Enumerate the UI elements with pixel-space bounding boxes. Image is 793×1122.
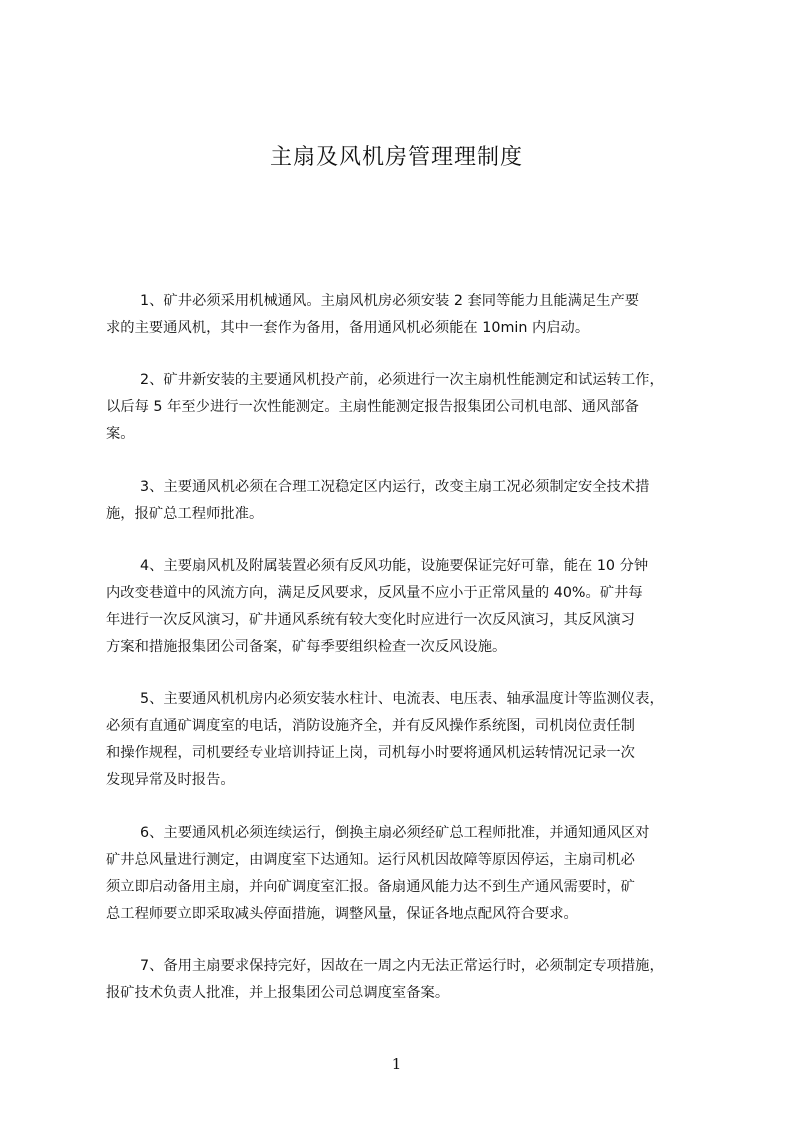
document-title: 主扇及风机房管理理制度 <box>269 145 523 170</box>
paragraph-5-line-3: 和操作规程，司机要经专业培训持证上岗，司机每小时要将通风机运转情况记录一次 <box>106 745 635 761</box>
page-number: 1 <box>391 1055 402 1073</box>
paragraph-2-line-3: 案。 <box>106 426 135 442</box>
paragraph-2-line-2: 以后每 5 年至少进行一次性能测定。主扇性能测定报告报集团公司机电部、通风部备 <box>106 399 639 415</box>
paragraph-1-line-2: 求的主要通风机，其中一套作为备用，备用通风机必须能在 10min 内启动。 <box>106 320 590 336</box>
paragraph-3-line-1: 3、主要通风机必须在合理工况稳定区内运行，改变主扇工况必须制定安全技术措 <box>140 479 650 495</box>
paragraph-4-line-4: 方案和措施报集团公司备案，矿每季要组织检查一次反风设施。 <box>106 639 507 655</box>
paragraph-5-line-4: 发现异常及时报告。 <box>106 772 235 788</box>
paragraph-1-line-1: 1、矿井必须采用机械通风。主扇风机房必须安装 2 套同等能力且能满足生产要 <box>140 293 640 309</box>
paragraph-6-line-1: 6、主要通风机必须连续运行，倒换主扇必须经矿总工程师批准，并通知通风区对 <box>140 825 650 841</box>
paragraph-7-line-2: 报矿技术负责人批准，并上报集团公司总调度室备案。 <box>106 985 450 1001</box>
paragraph-3-line-2: 施，报矿总工程师批准。 <box>106 506 264 522</box>
paragraph-5-line-2: 必须有直通矿调度室的电话，消防设施齐全，并有反风操作系统图，司机岗位责任制 <box>106 718 635 734</box>
paragraph-5-line-1: 5、主要通风机机房内必须安装水柱计、电流表、电压表、轴承温度计等监测仪表， <box>140 691 664 707</box>
paragraph-2-line-1: 2、矿井新安装的主要通风机投产前，必须进行一次主扇机性能测定和试运转工作， <box>140 372 664 388</box>
paragraph-4-line-1: 4、主要扇风机及附属装置必须有反风功能，设施要保证完好可靠，能在 10 分钟 <box>140 558 649 574</box>
paragraph-6-line-2: 矿井总风量进行测定，由调度室下达通知。运行风机因故障等原因停运，主扇司机必 <box>106 852 635 868</box>
paragraph-6-line-3: 须立即启动备用主扇，并向矿调度室汇报。备扇通风能力达不到生产通风需要时，矿 <box>106 879 635 895</box>
paragraph-6-line-4: 总工程师要立即采取减头停面措施，调整风量，保证各地点配风符合要求。 <box>106 906 578 922</box>
paragraph-4-line-2: 内改变巷道中的风流方向，满足反风要求，反风量不应小于正常风量的 40%。矿井每 <box>106 585 643 601</box>
paragraph-7-line-1: 7、备用主扇要求保持完好，因故在一周之内无法正常运行时，必须制定专项措施， <box>140 958 664 974</box>
paragraph-4-line-3: 年进行一次反风演习，矿井通风系统有较大变化时应进行一次反风演习，其反风演习 <box>106 612 635 628</box>
